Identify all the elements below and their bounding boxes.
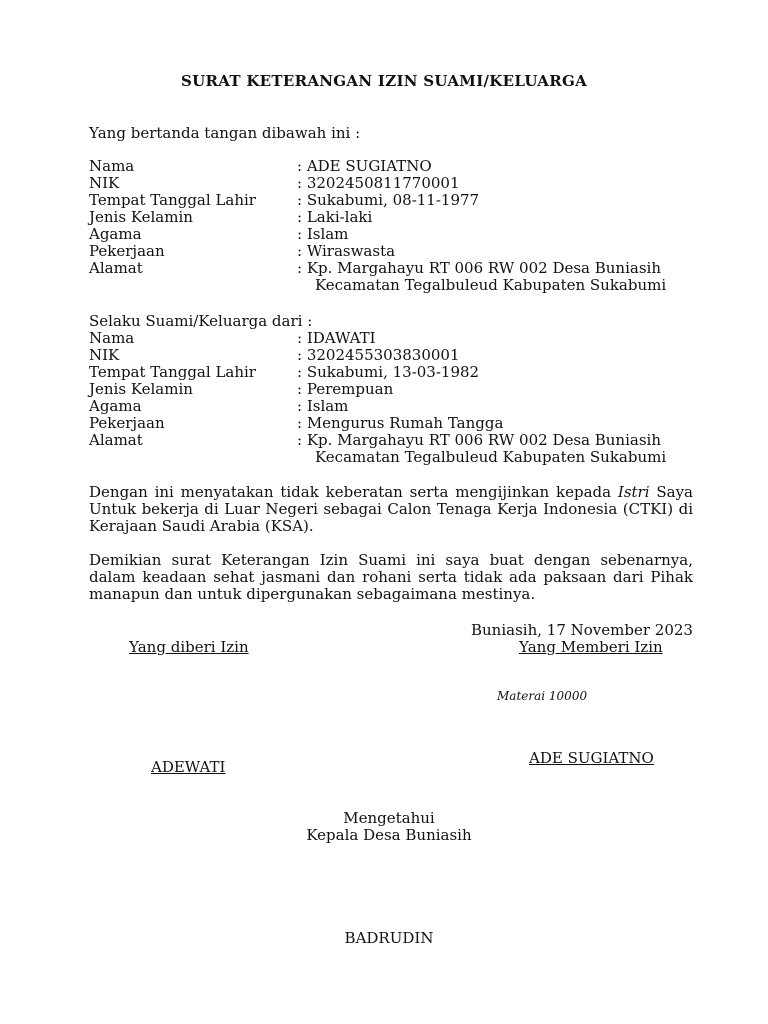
field-value: : Islam	[297, 225, 349, 243]
statement-text-start: Dengan ini menyatakan tidak keberatan serta mengijinkan kepada	[89, 483, 618, 501]
field-label: NIK	[89, 346, 120, 364]
field-label: Agama	[89, 225, 142, 243]
field-label: Tempat Tanggal Lahir	[89, 363, 256, 381]
field-label: Alamat	[89, 431, 143, 449]
field-label: Jenis Kelamin	[89, 208, 193, 226]
statement-paragraph	[89, 484, 693, 535]
document-title: SURAT KETERANGAN IZIN SUAMI/KELUARGA	[180, 72, 588, 90]
field-value: : ADE SUGIATNO	[297, 157, 432, 175]
wife-address-row	[89, 432, 729, 449]
field-label: Jenis Kelamin	[89, 380, 193, 398]
wife-address-continued	[89, 449, 729, 466]
wife-occupation-row	[89, 415, 729, 432]
husband-address-row	[89, 260, 729, 277]
field-value: : Islam	[297, 397, 349, 415]
statement-text-italic: Istri	[617, 483, 650, 501]
grantor-label: Yang Memberi Izin	[519, 638, 663, 656]
village-head-title: Kepala Desa Buniasih	[306, 826, 472, 844]
place-date: Buniasih, 17 November 2023	[471, 621, 693, 639]
husband-details	[89, 158, 729, 294]
field-label: Nama	[89, 329, 135, 347]
husband-religion-row	[89, 226, 729, 243]
recipient-label: Yang diberi Izin	[129, 638, 249, 656]
field-value: : 3202450811770001	[297, 174, 460, 192]
field-value: Kecamatan Tegalbuleud Kabupaten Sukabumi	[315, 448, 667, 466]
husband-nik-row	[89, 175, 729, 192]
field-value: : Wiraswasta	[297, 242, 396, 260]
husband-gender-row	[89, 209, 729, 226]
field-value: : IDAWATI	[297, 329, 376, 347]
village-head-name: BADRUDIN	[344, 929, 434, 947]
husband-address-continued	[89, 277, 729, 294]
field-value: : Laki-laki	[297, 208, 373, 226]
field-value: : Mengurus Rumah Tangga	[297, 414, 504, 432]
field-label: Tempat Tanggal Lahir	[89, 191, 256, 209]
field-value: : Sukabumi, 13-03-1982	[297, 363, 480, 381]
field-label: Alamat	[89, 259, 143, 277]
statement-text-end: Saya Untuk bekerja di Luar Negeri sebagai Calon Tenaga Kerja Indonesia (CTKI) di Kerajaan Saudi Arabia (KSA).	[89, 483, 693, 535]
wife-gender-row	[89, 381, 729, 398]
stamp-duty-note: Materai 10000	[497, 689, 588, 703]
intro-text: Yang bertanda tangan dibawah ini :	[89, 124, 361, 142]
field-value: : Sukabumi, 08-11-1977	[297, 191, 480, 209]
wife-birth-row	[89, 364, 729, 381]
field-value: : 3202455303830001	[297, 346, 460, 364]
wife-details	[89, 330, 729, 466]
wife-nik-row	[89, 347, 729, 364]
closing-paragraph: Demikian surat Keterangan Izin Suami ini saya buat dengan sebenarnya, dalam keadaan sehat jasmani dan rohani serta tidak ada paksaan dari Pihak manapun dan untuk dipergunakan sebagaimana mestinya.	[89, 551, 693, 603]
field-label: Pekerjaan	[89, 414, 165, 432]
field-label: Agama	[89, 397, 142, 415]
wife-religion-row	[89, 398, 729, 415]
field-label: NIK	[89, 174, 120, 192]
acknowledged-label: Mengetahui	[343, 809, 435, 827]
field-value: : Kp. Margahayu RT 006 RW 002 Desa Buniasih	[297, 259, 661, 277]
husband-name-row	[89, 158, 729, 175]
field-value: : Perempuan	[297, 380, 394, 398]
grantor-name: ADE SUGIATNO	[529, 749, 654, 767]
field-label: Pekerjaan	[89, 242, 165, 260]
field-value: Kecamatan Tegalbuleud Kabupaten Sukabumi	[315, 276, 667, 294]
wife-name-row	[89, 330, 729, 347]
husband-birth-row	[89, 192, 729, 209]
recipient-name: ADEWATI	[151, 758, 226, 776]
husband-occupation-row	[89, 243, 729, 260]
selaku-text: Selaku Suami/Keluarga dari :	[89, 312, 313, 330]
field-label: Nama	[89, 157, 135, 175]
field-value: : Kp. Margahayu RT 006 RW 002 Desa Buniasih	[297, 431, 661, 449]
